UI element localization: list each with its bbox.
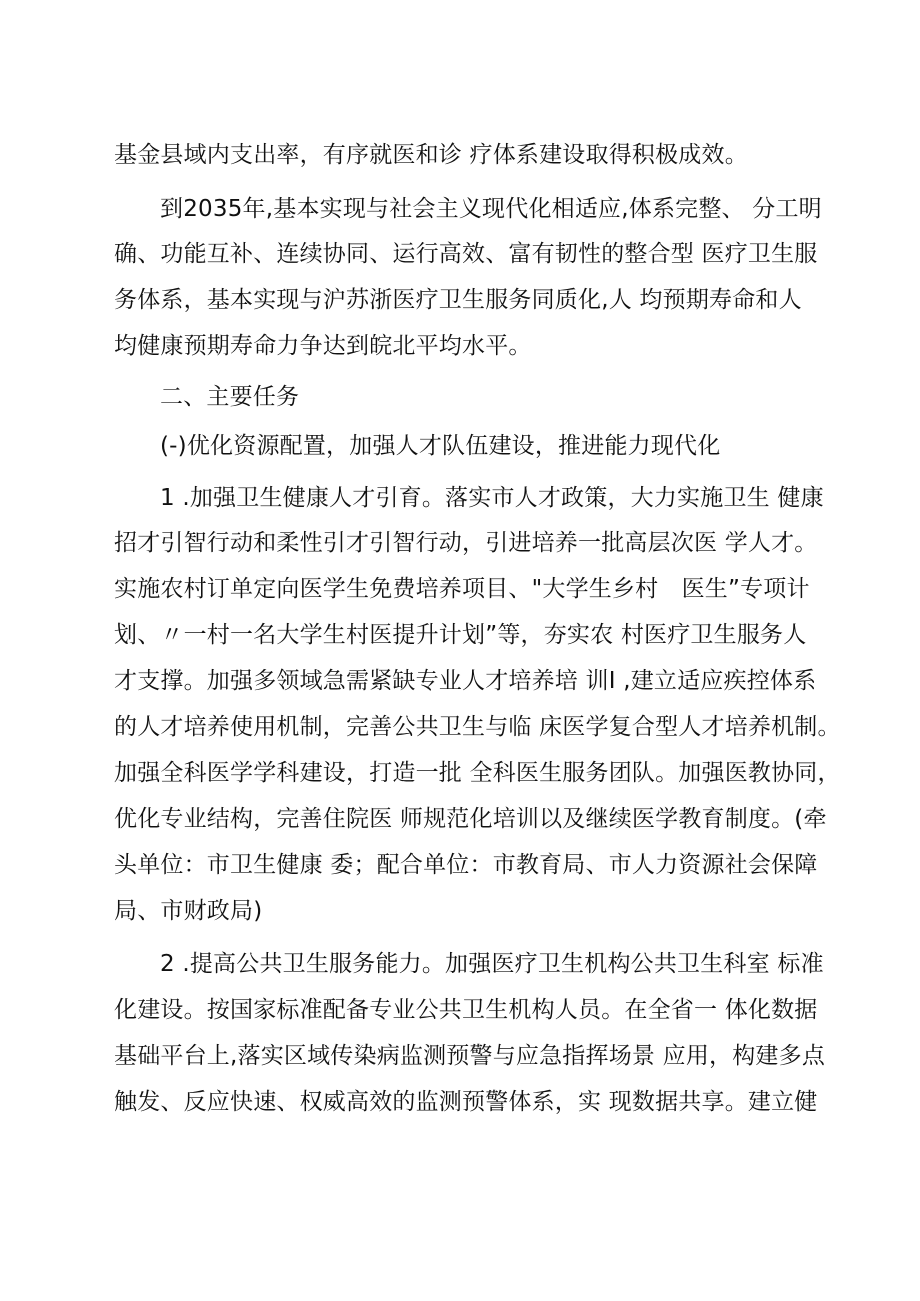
text-line: 确、功能互补、连续协同、运行高效、富有韧性的整合型 医疗卫生服	[114, 241, 818, 267]
text-line: 化建设。按国家标准配备专业公共卫生机构人员。在全省一 体化数据	[114, 997, 818, 1023]
text-line: 2 .提高公共卫生服务能力。加强医疗卫生机构公共卫生科室 标准	[160, 951, 824, 977]
text-line: 头单位：市卫生健康 委；配合单位：市教育局、市人力资源社会保障	[114, 852, 818, 878]
text-line: 基金县域内支出率，有序就医和诊 疗体系建设取得积极成效。	[114, 142, 748, 168]
section-heading: 二、主要任务	[160, 384, 300, 410]
text-line: 实施农村订单定向医学生免费培养项目、"大学生乡村 医生”专项计	[114, 576, 810, 602]
text-line: 均健康预期寿命力争达到皖北平均水平。	[114, 333, 532, 359]
text-line: 触发、反应快速、权威高效的监测预警体系，实 现数据共享。建立健	[114, 1089, 818, 1115]
text-line: 局、市财政局)	[114, 898, 263, 924]
text-line: 优化专业结构，完善住院医 师规范化培训以及继续医学教育制度。(牵	[114, 806, 827, 832]
text-line: 1 .加强卫生健康人才引育。落实市人才政策，大力实施卫生 健康	[160, 485, 824, 511]
text-line: 划、〃一村一名大学生村医提升计划”等，夯实农 村医疗卫生服务人	[114, 622, 807, 648]
text-line: 的人才培养使用机制，完善公共卫生与临 床医学复合型人才培养机制。	[114, 714, 841, 740]
text-line: 才支撑。加强多领域急需紧缺专业人才培养培 训I ,建立适应疾控体系	[114, 668, 817, 694]
text-line: 到2035年,基本实现与社会主义现代化相适应,体系完整、 分工明	[160, 196, 822, 222]
text-line: 基础平台上,落实区域传染病监测预警与应急指挥场景 应用，构建多点	[114, 1043, 826, 1069]
text-line: 加强全科医学学科建设，打造一批 全科医生服务团队。加强医教协同，	[114, 760, 841, 786]
text-line: 务体系，基本实现与沪苏浙医疗卫生服务同质化,人 均预期寿命和人	[114, 287, 802, 313]
subsection-heading: (-)优化资源配置，加强人才队伍建设，推进能力现代化	[160, 433, 721, 459]
text-line: 招才引智行动和柔性引才引智行动，引进培养一批高层次医 学人才。	[114, 530, 818, 556]
